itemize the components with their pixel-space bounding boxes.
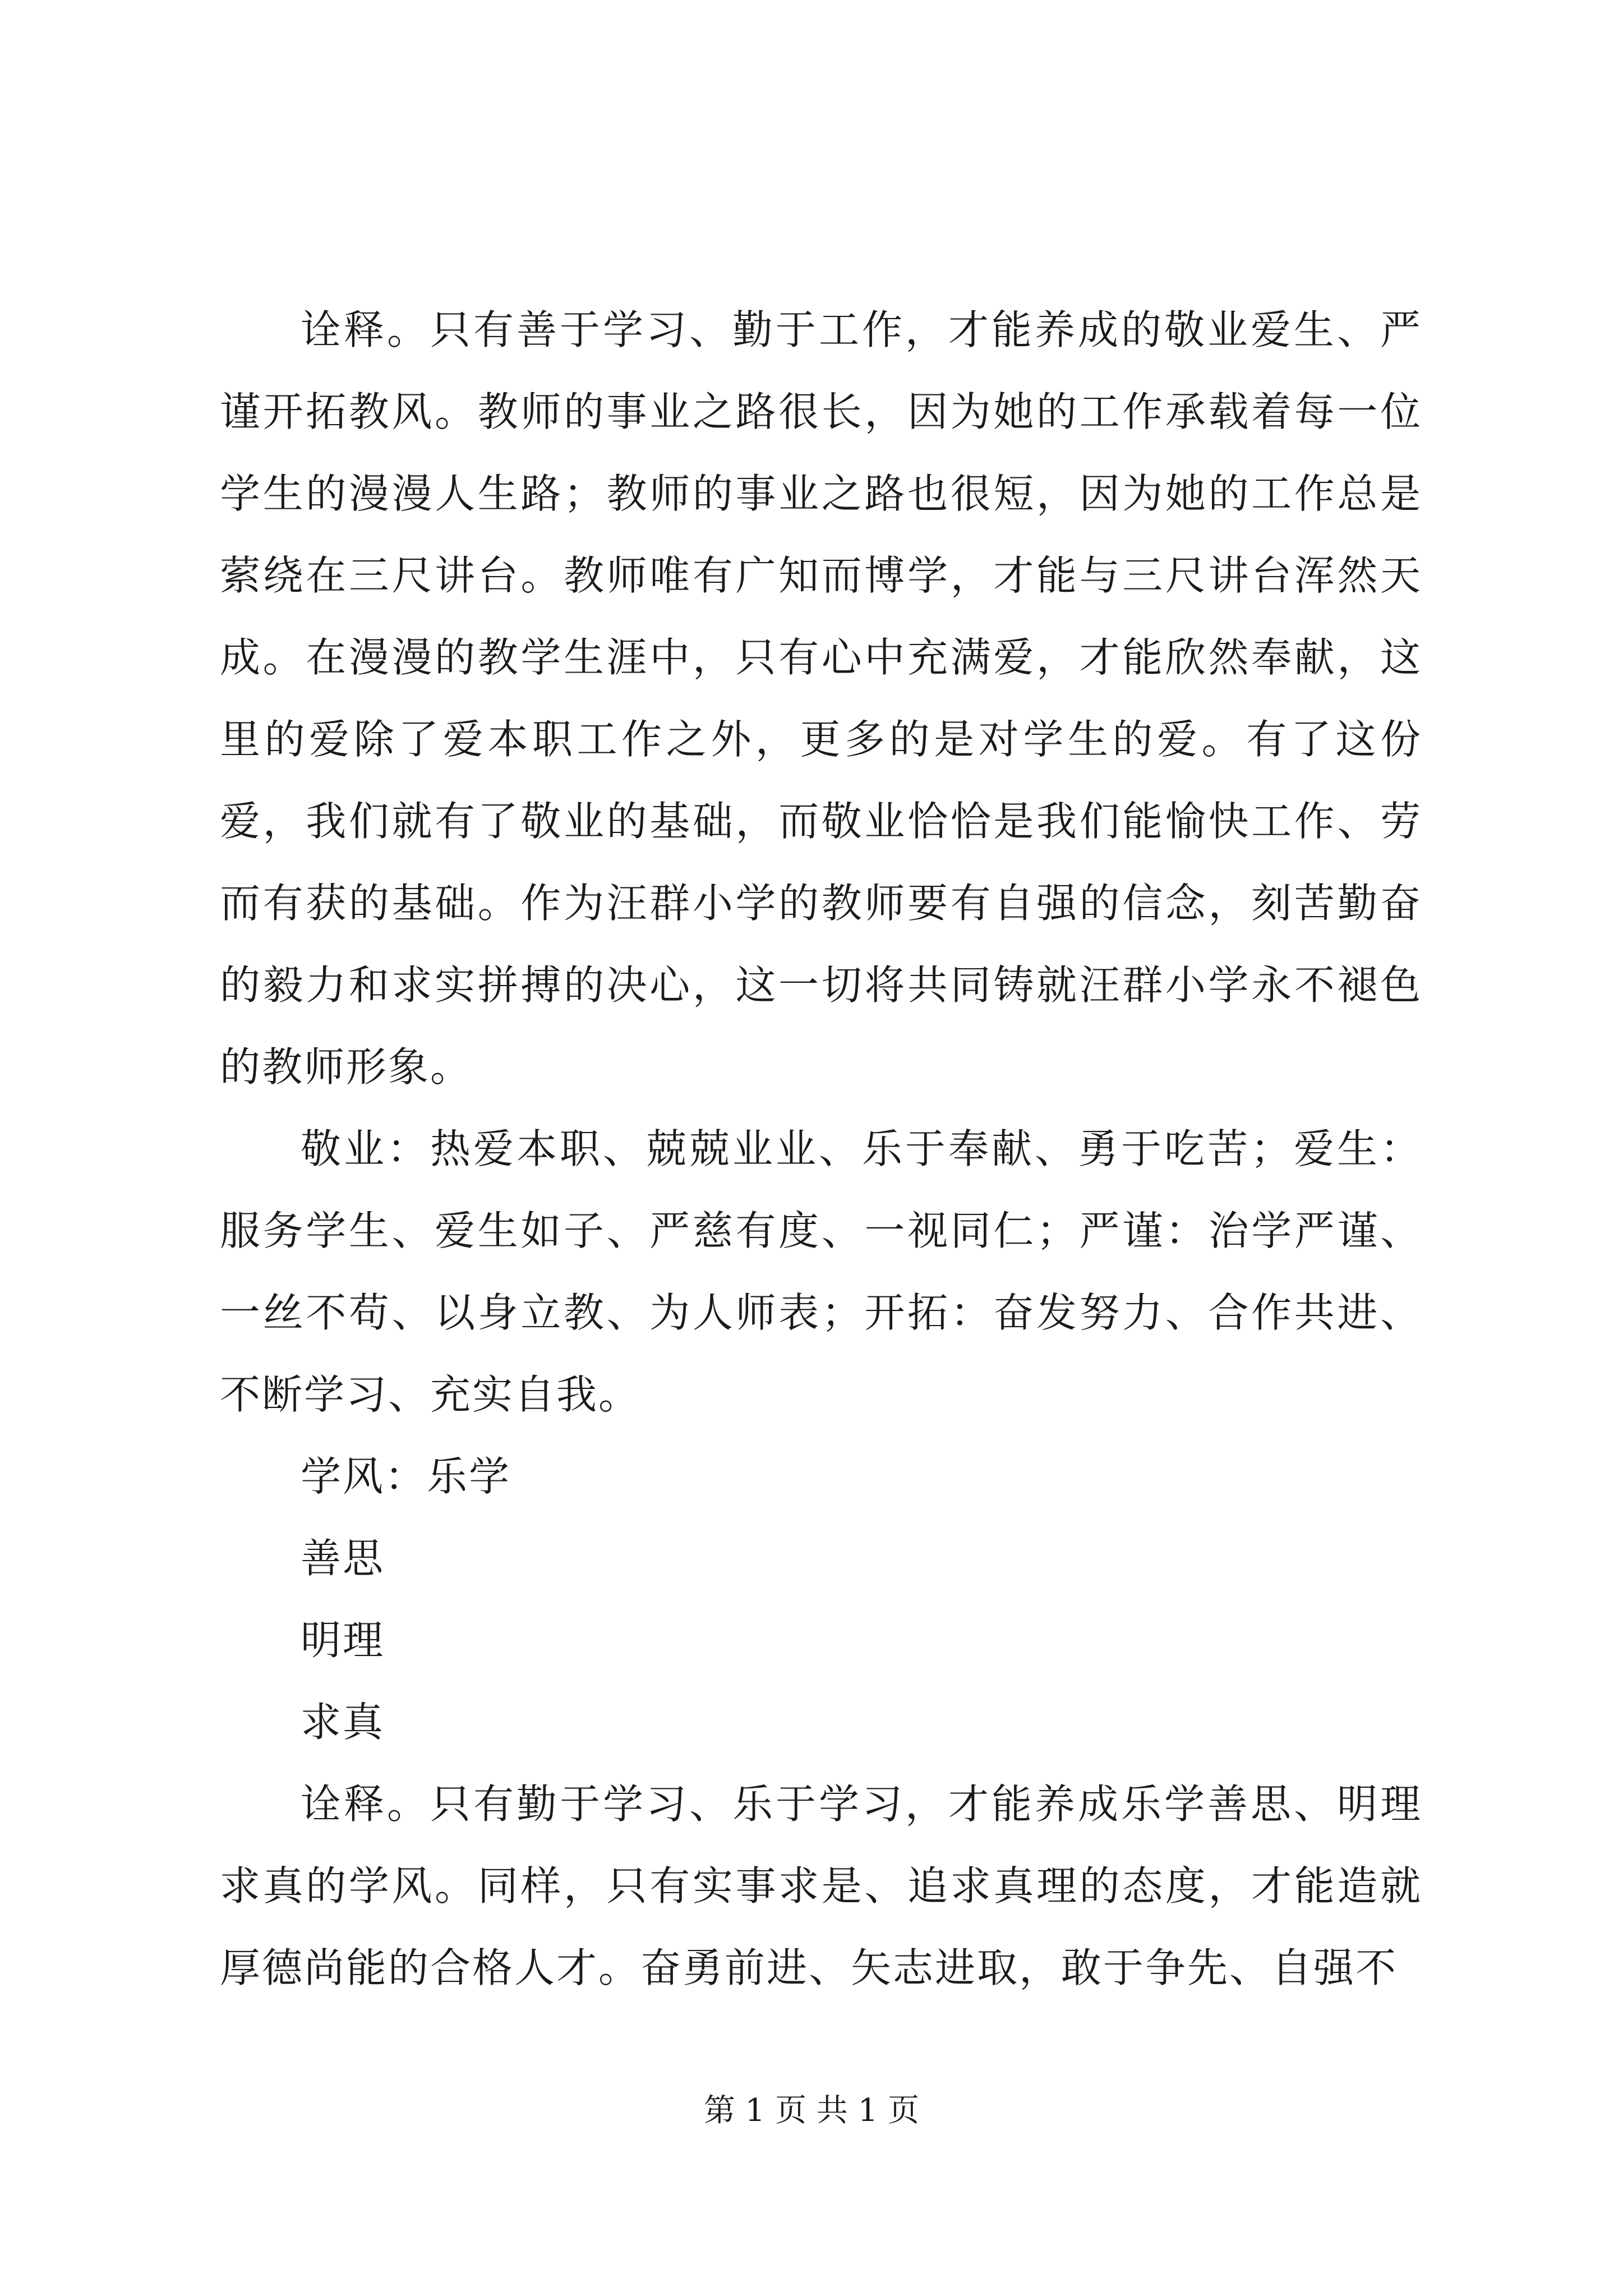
- page-footer: 第 1 页 共 1 页: [703, 2092, 920, 2129]
- paragraph-study-style-item: 明理: [301, 1617, 385, 1664]
- paragraph-study-style-item: 善思: [301, 1535, 385, 1582]
- paragraph-study-style-explanation: 诠释。只有勤于学习、乐于学习，才能养成乐学善思、明理求真的学风。同样，只有实事求是、追求真理的态度，才能造就厚德尚能的合格人才。奋勇前进、矢志进取，敢于争先、自强不: [220, 1780, 1422, 1991]
- paragraph-teaching-style-items: 敬业：热爱本职、兢兢业业、乐于奉献、勇于吃苦；爱生：服务学生、爱生如子、严慈有度、一视同仁；严谨：治学严谨、一丝不苟、以身立教、为人师表；开拓：奋发努力、合作共进、不断学习、充实自我。: [220, 1125, 1422, 1418]
- paragraph-study-style-heading: 学风：乐学: [301, 1453, 511, 1500]
- document-body: [220, 289, 1422, 2009]
- paragraph-study-style-item: 求真: [301, 1699, 385, 1746]
- paragraph-teaching-style-explanation: 诠释。只有善于学习、勤于工作，才能养成的敬业爱生、严谨开拓教风。教师的事业之路很长，因为她的工作承载着每一位学生的漫漫人生路；教师的事业之路也很短，因为她的工作总是萦绕在三尺讲台。教师唯有广知而博学，才能与三尺讲台浑然天成。在漫漫的教学生涯中，只有心中充满爱，才能欣然奉献，这里的爱除了爱本职工作之外，更多的是对学生的爱。有了这份爱，我们就有了敬业的基础，而敬业恰恰是我们能愉快工作、劳而有获的基础。作为汪群小学的教师要有自强的信念，刻苦勤奋的毅力和求实拼搏的决心，这一切将共同铸就汪群小学永不褪色的教师形象。: [220, 306, 1422, 1091]
